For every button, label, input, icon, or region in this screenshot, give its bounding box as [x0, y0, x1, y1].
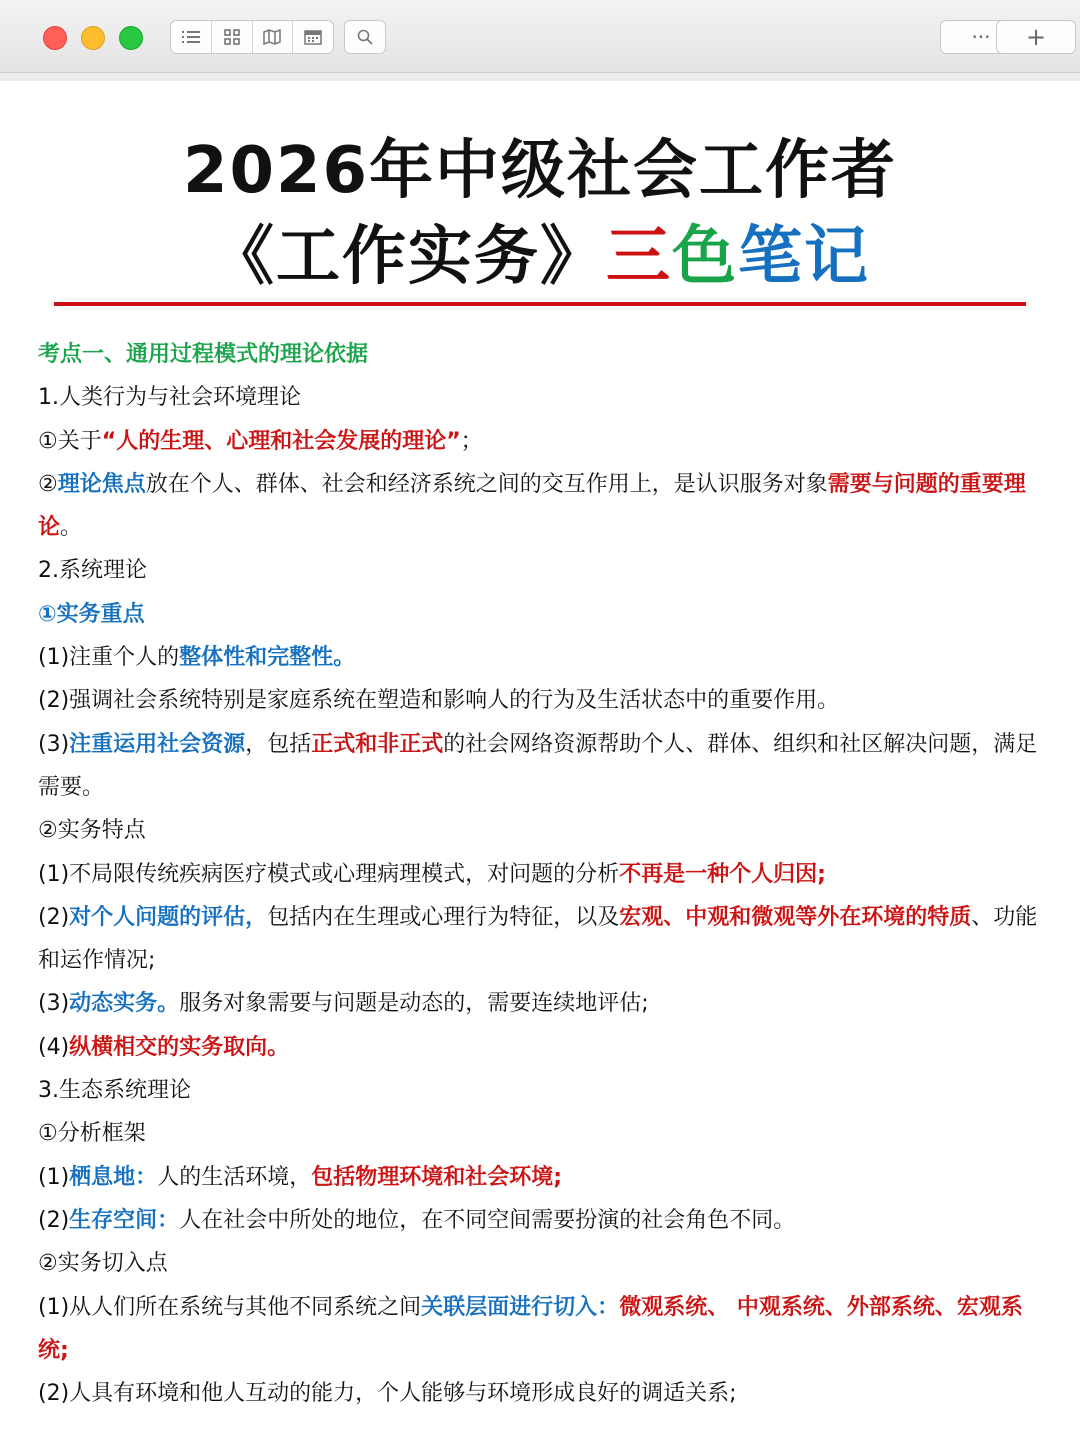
note-line	[38, 636, 1042, 679]
note-line	[38, 1199, 1042, 1242]
text-run: (1)从人们所在系统与其他不同系统之间	[38, 1294, 422, 1320]
map-icon	[263, 29, 281, 45]
red-highlight: 正式和非正式	[311, 731, 444, 757]
note-subheading: ①分析框架	[38, 1121, 146, 1147]
red-highlight: 不再是一种个人归因;	[619, 861, 826, 887]
add-button[interactable]	[996, 20, 1076, 54]
close-window-button[interactable]	[43, 26, 67, 50]
note-line	[38, 1286, 1042, 1373]
text-run: 人在社会中所处的地位，在不同空间需要扮演的社会角色不同。	[179, 1207, 796, 1233]
title-line-2	[0, 214, 1080, 300]
text-run: (2)	[38, 1207, 70, 1233]
list-view-button[interactable]	[171, 21, 212, 53]
text-run: 包括内在生理或心理行为特征，以及	[267, 904, 620, 930]
note-line	[38, 1026, 1042, 1069]
text-run: (1)	[38, 1164, 70, 1190]
list-icon	[182, 30, 200, 44]
red-highlight: 包括物理环境和社会环境;	[311, 1164, 563, 1190]
blue-highlight: 注重运用社会资源	[69, 731, 246, 757]
title-word-se: 色	[672, 220, 738, 294]
text-run: (1)不局限传统疾病医疗模式或心理病理模式，对问题的分析	[38, 861, 620, 887]
note-line	[38, 896, 1042, 983]
note-line	[38, 463, 1042, 550]
text-run: (2)	[38, 904, 70, 930]
section-heading: 考点一、通用过程模式的理论依据	[38, 342, 369, 367]
map-view-button[interactable]	[253, 21, 294, 53]
note-subheading: ①实务重点	[38, 601, 145, 627]
note-line	[38, 1156, 1042, 1199]
red-highlight: 需要与问题的重要理论	[38, 471, 1026, 541]
blue-highlight: 生存空间：	[69, 1207, 180, 1233]
subheading-theory-1: 1.人类行为与社会环境理论	[38, 385, 301, 411]
subheading-theory-3: 3.生态系统理论	[38, 1078, 191, 1104]
note-line	[38, 420, 1042, 463]
blue-highlight: 栖息地：	[69, 1164, 158, 1190]
note-subheading: ②实务切入点	[38, 1251, 168, 1277]
window-titlebar	[0, 0, 1080, 73]
title-word-biji: 笔记	[738, 220, 870, 294]
minimize-window-button[interactable]	[81, 26, 105, 50]
zoom-window-button[interactable]	[119, 26, 143, 50]
search-icon	[357, 29, 373, 45]
note-subheading: ②实务特点	[38, 818, 146, 844]
note-line	[38, 723, 1042, 810]
blue-highlight: 理论焦点	[57, 471, 146, 497]
red-highlight: 宏观、中观和微观等外在环境的特质	[619, 904, 972, 930]
more-icon: ···	[971, 25, 991, 49]
blue-highlight: 关联层面进行切入：	[421, 1294, 620, 1320]
search-button[interactable]	[344, 20, 386, 54]
red-highlight: 纵横相交的实务取向。	[69, 1034, 290, 1060]
title-line-1: 2026年中级社会工作者	[182, 134, 898, 208]
text-run: (3)	[38, 731, 70, 757]
blue-highlight: 对个人问题的评估，	[69, 904, 268, 930]
note-line	[38, 853, 1042, 896]
subheading-theory-2: 2.系统理论	[38, 558, 147, 584]
text-run: (1)注重个人的	[38, 645, 180, 671]
calendar-view-button[interactable]	[293, 21, 333, 53]
view-mode-toolbar	[170, 20, 334, 54]
text-run: ，包括	[245, 731, 312, 757]
text-run: ②	[38, 471, 58, 497]
grid-icon	[224, 29, 240, 45]
calendar-icon	[304, 29, 322, 45]
title-word-san: 三	[606, 220, 672, 294]
note-line: (2)人具有环境和他人互动的能力，个人能够与环境形成良好的调适关系;	[38, 1381, 737, 1407]
note-line: (2)强调社会系统特别是家庭系统在塑造和影响人的行为及生活状态中的重要作用。	[38, 688, 840, 714]
blue-highlight: 整体性和完整性。	[179, 645, 356, 671]
title-divider	[54, 302, 1026, 306]
text-run: (3)	[38, 991, 70, 1017]
note-line	[38, 982, 1042, 1025]
page-title	[0, 128, 1080, 300]
blue-highlight: 动态实务。	[69, 991, 180, 1017]
notes-body	[38, 333, 1042, 1415]
text-run: 。	[60, 515, 83, 541]
text-run: 服务对象需要与问题是动态的，需要连续地评估;	[179, 991, 649, 1017]
text-run: 的社会网络资源帮助个人、群体、组织和社区解决问题，满足需要。	[38, 731, 1038, 800]
plus-icon: +	[1025, 23, 1047, 51]
toolbar-separator	[0, 73, 1080, 81]
grid-view-button[interactable]	[212, 21, 253, 53]
text-run: ①关于	[38, 428, 102, 454]
text-run: ；	[460, 428, 483, 454]
text-run: 放在个人、群体、社会和经济系统之间的交互作用上，是认识服务对象	[145, 471, 828, 497]
red-highlight: 微观系统、 中观系统、外部系统、宏观系统;	[38, 1294, 1023, 1363]
text-run: 人的生活环境，	[157, 1164, 312, 1190]
text-run: (4)	[38, 1034, 70, 1060]
title-book-name: 《工作实务》	[210, 220, 606, 294]
red-highlight: “人的生理、心理和社会发展的理论”	[101, 428, 461, 454]
text-run: 、功能和运作情况;	[38, 904, 1038, 974]
